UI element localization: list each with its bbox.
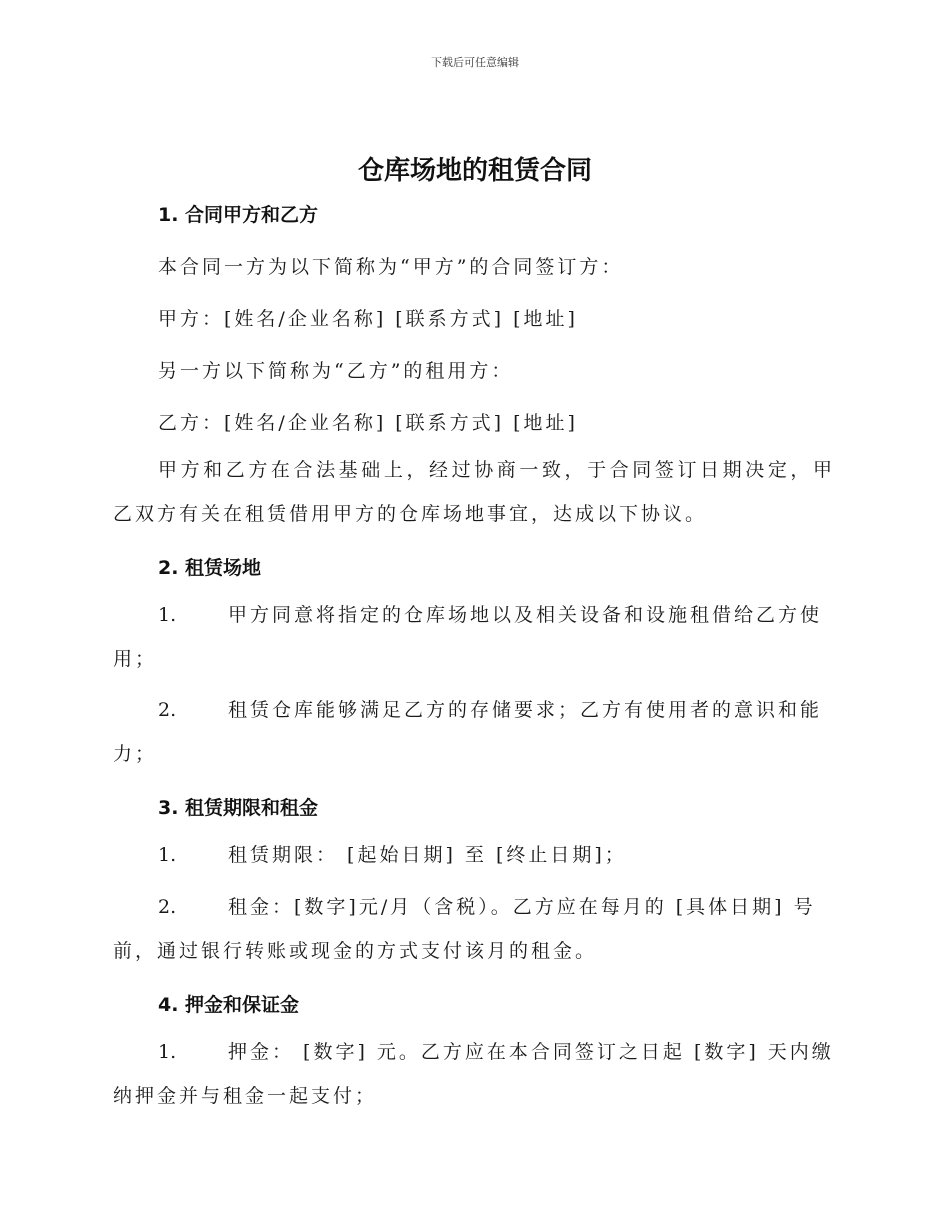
agreement-paragraph: 甲方和乙方在合法基础上，经过协商一致，于合同签订日期决定，甲乙双方有关在租赁借用甲方的仓库场地事宜，达成以下协议。 (113, 459, 835, 525)
list-item-number: 1. (158, 1041, 177, 1063)
list-item (113, 885, 835, 973)
list-item-number: 1. (158, 604, 177, 626)
list-item-text: 租赁仓库能够满足乙方的存储要求；乙方有使用者的意识和能力； (113, 699, 823, 765)
list-item (113, 688, 835, 776)
party-a-line: 甲方：[姓名/企业名称] [联系方式] [地址] (158, 308, 578, 330)
section-heading-2: 2. 租赁场地 (158, 557, 262, 579)
list-item-text: 甲方同意将指定的仓库场地以及相关设备和设施租借给乙方使用； (113, 604, 823, 670)
party-b-line: 乙方：[姓名/企业名称] [联系方式] [地址] (158, 412, 578, 434)
section-heading-4: 4. 押金和保证金 (158, 994, 300, 1016)
header-note: 下载后可任意编辑 (431, 56, 519, 69)
list-item-text: 租金：[数字]元/月（含税）。乙方应在每月的 [具体日期] 号前，通过银行转账或现金的方式支付该月的租金。 (113, 896, 816, 962)
list-item (113, 593, 835, 681)
document-title: 仓库场地的租赁合同 (357, 156, 592, 186)
section-heading-1: 1. 合同甲方和乙方 (158, 204, 319, 226)
paragraph-line: 本合同一方为以下简称为“甲方”的合同签订方： (158, 256, 624, 278)
paragraph-line: 另一方以下简称为“乙方”的租用方： (158, 360, 514, 382)
list-item (113, 833, 835, 877)
list-item-number: 2. (158, 699, 177, 721)
section-heading-3: 3. 租赁期限和租金 (158, 797, 319, 819)
list-item-text: 租赁期限： [起始日期] 至 [终止日期]； (228, 844, 627, 866)
list-item-number: 2. (158, 896, 177, 918)
list-item-text: 押金： [数字] 元。乙方应在本合同签订之日起 [数字] 天内缴纳押金并与租金一起支付； (113, 1041, 834, 1107)
list-item-number: 1. (158, 844, 177, 866)
list-item (113, 1030, 835, 1118)
